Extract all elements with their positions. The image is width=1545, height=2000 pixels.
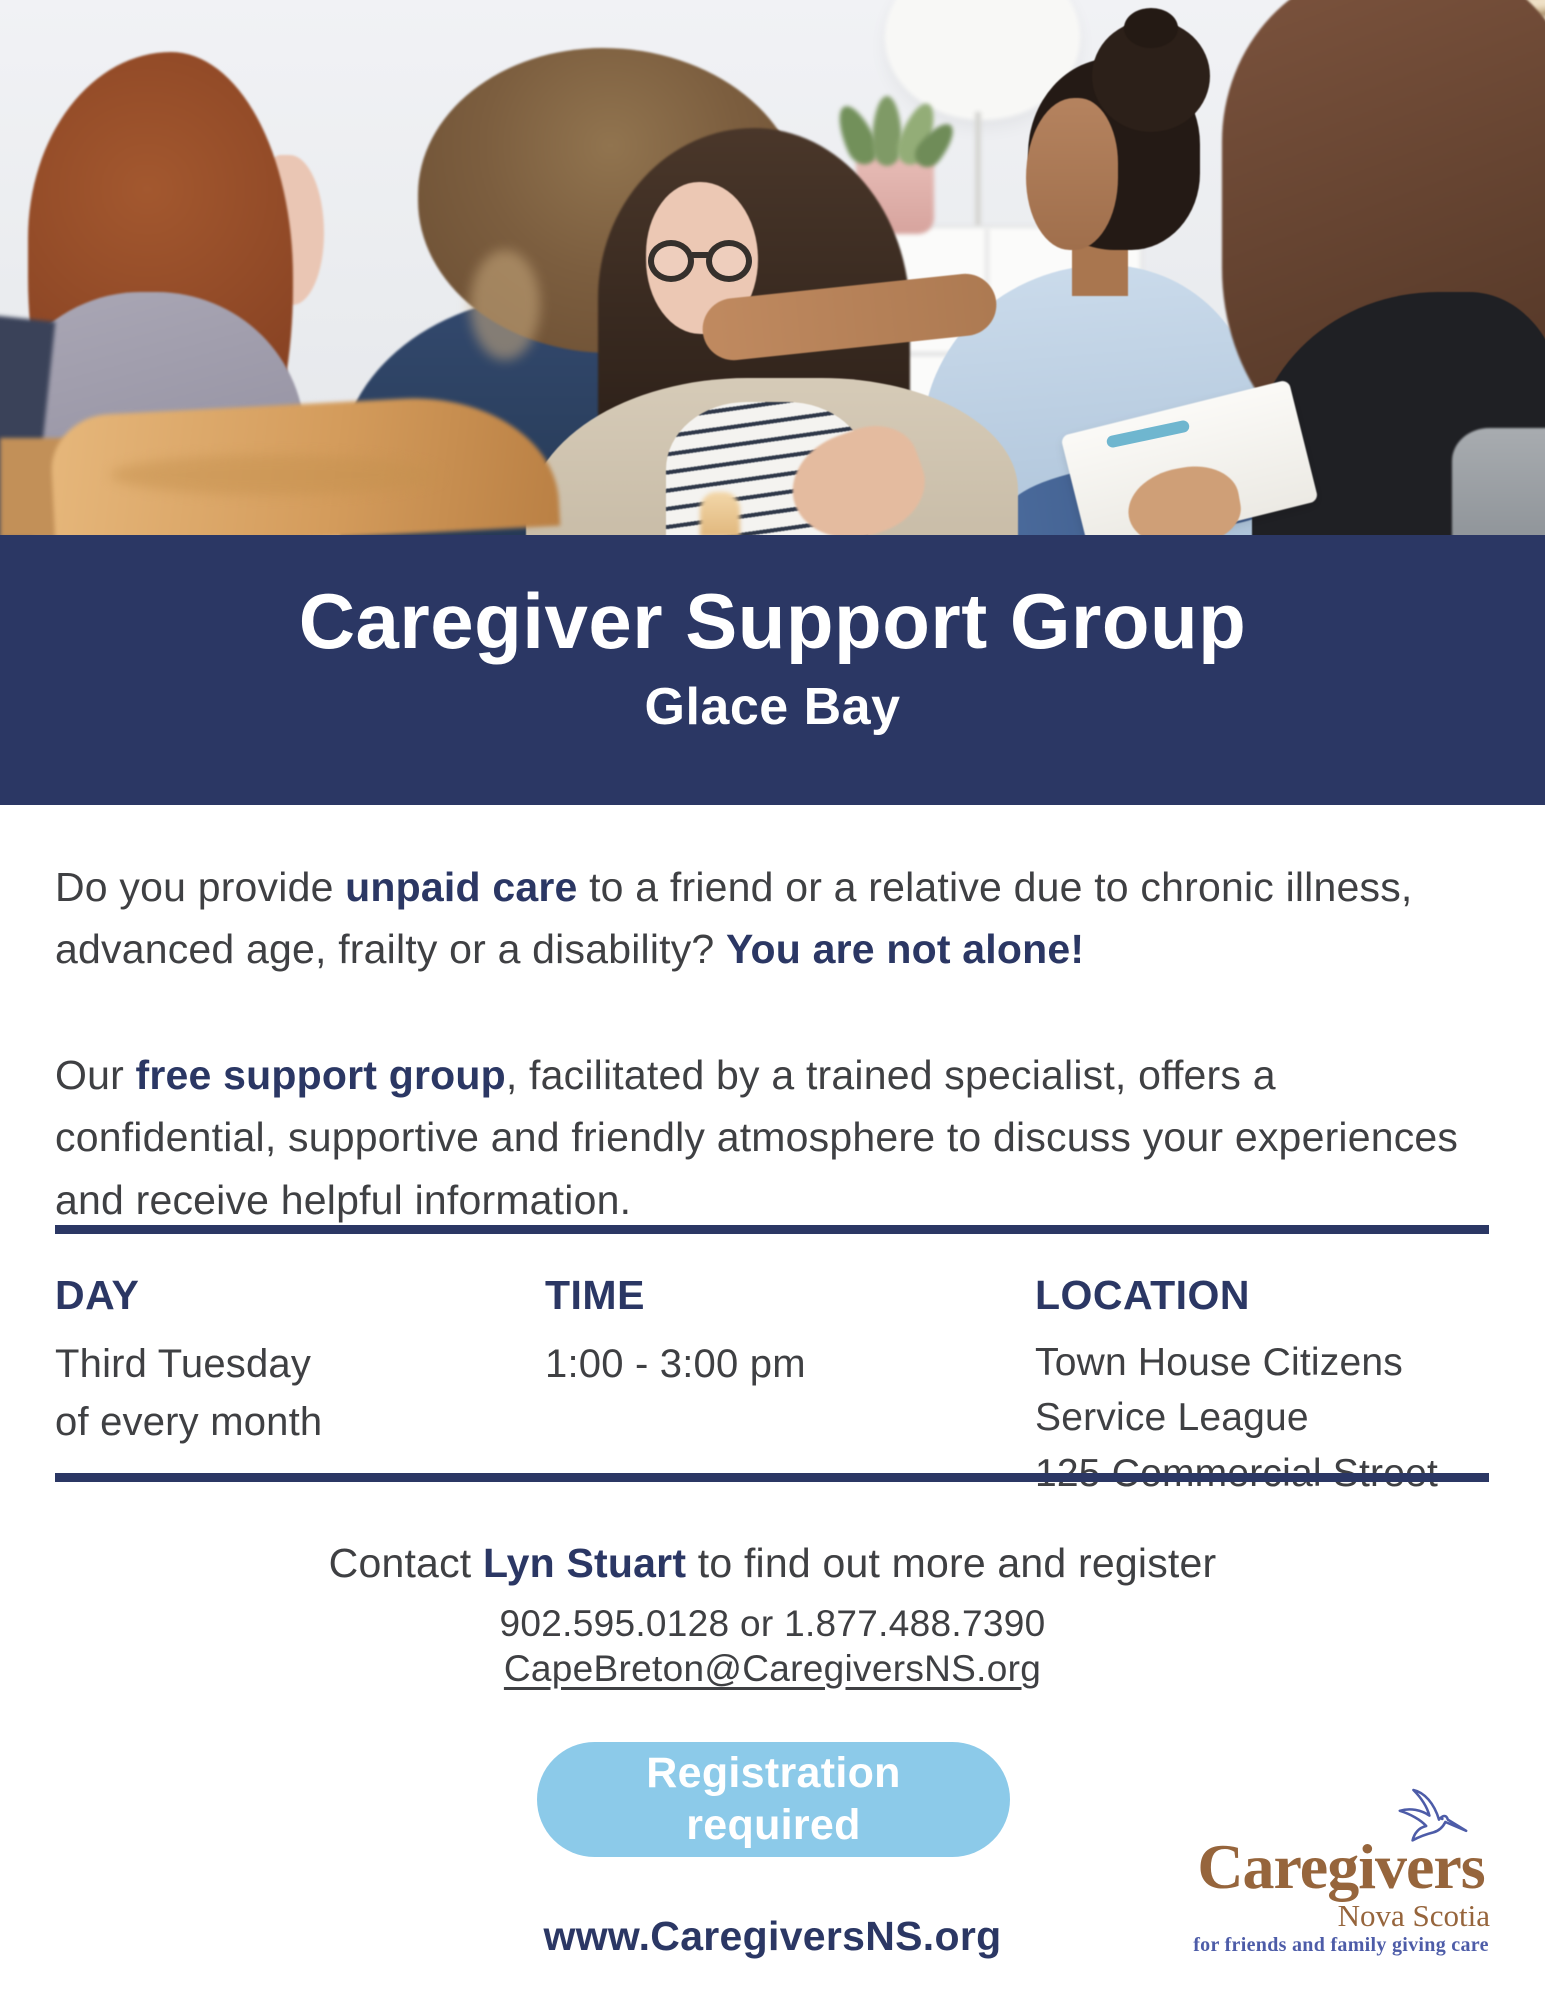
contact-name: Lyn Stuart xyxy=(482,1540,687,1586)
phone-numbers: 902.595.0128 or 1.877.488.7390 xyxy=(499,1603,1046,1644)
logo-region: Nova Scotia xyxy=(1337,1898,1490,1933)
woman-bun-face xyxy=(1026,98,1118,250)
intro-text: Our xyxy=(55,1052,136,1098)
day-value xyxy=(55,1335,485,1451)
floor-lamp-pole xyxy=(975,112,981,237)
website-link[interactable]: www.CaregiversNS.org xyxy=(543,1913,1002,1959)
email-link[interactable]: CapeBreton@CaregiversNS.org xyxy=(503,1648,1042,1689)
contact-line xyxy=(0,1540,1545,1587)
contact-text: to find out more and register xyxy=(686,1540,1217,1586)
highlight-free-support-group: free support group xyxy=(135,1052,506,1098)
wooden-chair-grain xyxy=(110,455,440,495)
detail-time xyxy=(545,1272,975,1393)
intro-paragraph-1 xyxy=(55,856,1493,981)
logo-name: Caregivers xyxy=(1197,1831,1485,1902)
time-label: TIME xyxy=(545,1272,645,1318)
intro-paragraph-2 xyxy=(55,1044,1493,1231)
woman-curly-hair-highlight xyxy=(470,250,540,360)
caregivers-logo xyxy=(1190,1786,1492,1964)
day-line: of every month xyxy=(55,1400,323,1444)
contact-text: Contact xyxy=(328,1540,483,1586)
detail-location xyxy=(1035,1272,1505,1501)
eyeglasses-lens xyxy=(648,240,694,282)
couch-corner xyxy=(1452,428,1545,535)
page-title: Caregiver Support Group xyxy=(298,577,1247,666)
detail-day xyxy=(55,1272,485,1451)
wooden-chair-post xyxy=(700,492,740,535)
registration-badge xyxy=(537,1742,1010,1857)
title-banner xyxy=(0,535,1545,805)
location-label: LOCATION xyxy=(1035,1272,1251,1318)
divider-bottom xyxy=(55,1473,1489,1482)
email-row xyxy=(0,1648,1545,1690)
eyeglasses-lens xyxy=(706,240,752,282)
group-photo xyxy=(0,0,1545,535)
highlight-unpaid-care: unpaid care xyxy=(345,864,578,910)
intro-text: Do you provide xyxy=(55,864,346,910)
day-line: Third Tuesday xyxy=(55,1342,312,1386)
location-line: Town House Citizens xyxy=(1035,1341,1403,1384)
logo-tagline: for friends and family giving care xyxy=(1193,1934,1489,1956)
time-value xyxy=(545,1335,975,1393)
time-line: 1:00 - 3:00 pm xyxy=(545,1342,806,1386)
intro-text: , facilitated by a trained specialist, offers a confidential, supportive and friendly atmosphere to discuss your experiences and receive helpful information. xyxy=(55,1052,1459,1223)
page-subtitle: Glace Bay xyxy=(644,677,901,736)
registration-line: Registration xyxy=(646,1748,901,1797)
highlight-not-alone: You are not alone! xyxy=(726,926,1085,973)
eyeglasses-bridge xyxy=(692,252,708,258)
intro-text: to a friend or a relative due to chronic illness, advanced age, frailty or a disability? xyxy=(55,864,1413,973)
registration-line: required xyxy=(686,1800,861,1849)
woman-bun-hairknot xyxy=(1124,8,1178,48)
day-label: DAY xyxy=(55,1272,140,1318)
divider-top xyxy=(55,1225,1489,1234)
location-line: Service League xyxy=(1035,1396,1309,1440)
